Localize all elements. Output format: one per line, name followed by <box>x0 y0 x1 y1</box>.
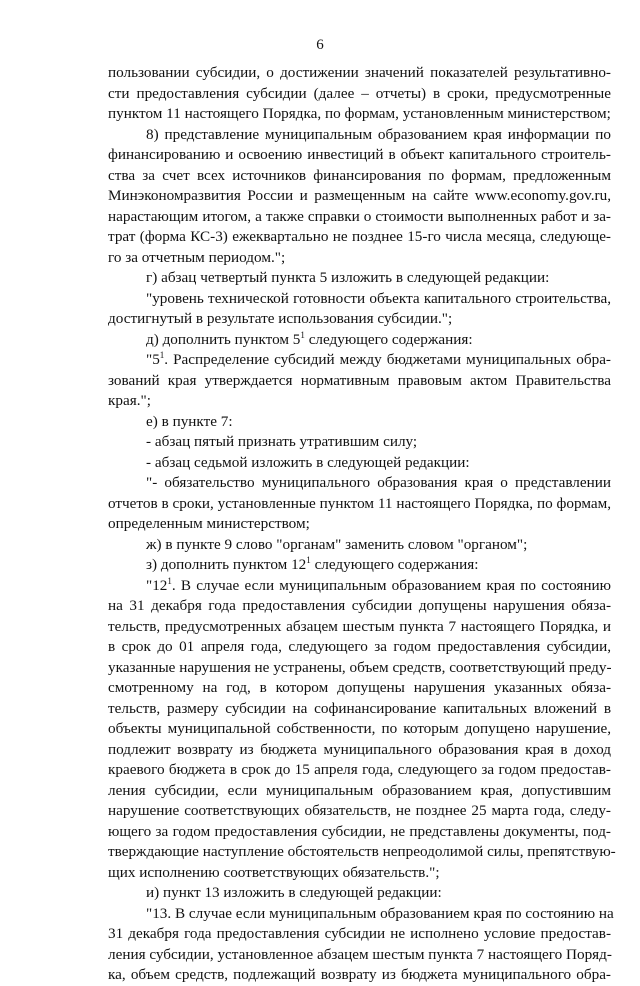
text-line <box>108 391 611 412</box>
line-text: финансированию и освоению инвестиций в объект капитального строитель- <box>108 146 611 163</box>
text-line <box>108 740 611 761</box>
line-text: достигнутый в результате использования субсидии."; <box>108 310 453 327</box>
line-text: краевого бюджета в срок до 15 апреля года, следующего за годом предостав- <box>108 761 611 778</box>
superscript-index: 1 <box>300 329 305 340</box>
text-line <box>108 555 611 576</box>
text-line <box>108 432 611 453</box>
text-line <box>108 904 614 925</box>
line-text: края."; <box>108 392 151 409</box>
text-line <box>108 699 611 720</box>
text-line <box>108 453 611 474</box>
text-line <box>108 883 611 904</box>
text-line <box>108 535 611 556</box>
line-text: и) пункт 13 изложить в следующей редакции: <box>146 884 442 901</box>
text-line <box>108 289 611 310</box>
line-text: объекты муниципальной собственности, по которым допущено нарушение, <box>108 720 611 737</box>
text-line <box>108 166 611 187</box>
line-text: пунктом 11 настоящего Порядка, по формам, установленным министерством; <box>108 105 611 122</box>
line-text: "13. В случае если муниципальным образованием края по состоянию на <box>146 904 614 922</box>
line-text: пользовании субсидии, о достижении значений показателей результативно- <box>108 64 611 81</box>
line-text: з) дополнить пунктом 12 <box>146 556 307 573</box>
text-line <box>108 924 611 945</box>
line-text: на 31 декабря года предоставления субсидии допущены нарушения обяза- <box>108 597 611 614</box>
text-line <box>108 965 611 986</box>
text-line <box>108 145 611 166</box>
line-text: ка, объем средств, подлежащий возврату из бюджета муниципального обра- <box>108 966 611 983</box>
text-line <box>108 637 611 658</box>
line-text: 31 декабря года предоставления субсидии не исполнено условие предостав- <box>108 925 611 942</box>
text-line <box>108 309 611 330</box>
text-line <box>108 781 611 802</box>
line-text: е) в пункте 7: <box>146 412 233 430</box>
line-text: нарушение соответствующих обязательств, не позднее 25 марта года, следу- <box>108 802 611 819</box>
line-text: указанные нарушения не устранены, объем средств, соответствующий преду- <box>108 658 612 676</box>
text-line <box>108 945 611 966</box>
superscript-index: 1 <box>306 555 311 565</box>
line-text-continuation: . В случае если муниципальным образованием края по состоянию <box>171 576 611 594</box>
text-line <box>108 719 611 740</box>
line-text: тверждающие наступление обстоятельств непреодолимой силы, препятствую- <box>108 843 616 860</box>
line-text: ства за счет всех источников финансирования по формам, предложенным <box>108 166 611 184</box>
text-line <box>108 760 611 781</box>
text-line <box>108 371 611 392</box>
line-text: в срок до 01 апреля года, следующего за годом предоставления субсидии, <box>108 638 611 655</box>
superscript-index: 1 <box>167 575 172 586</box>
line-text: Минэкономразвития России и размещенным на сайте www.economy.gov.ru, <box>108 187 611 204</box>
line-text: подлежит возврату из бюджета муниципального образования края в доход <box>108 740 611 758</box>
line-text: зований края утверждается нормативным правовым актом Правительства <box>108 371 611 389</box>
text-line <box>108 658 611 679</box>
line-text: "уровень технической готовности объекта капитального строительства, <box>146 289 611 307</box>
text-line <box>108 617 611 638</box>
line-text: - абзац седьмой изложить в следующей редакции: <box>146 453 470 471</box>
text-line <box>108 248 611 269</box>
page-number: 6 <box>316 37 324 53</box>
text-line <box>108 125 611 146</box>
line-text: смотренному на год, в котором допущены нарушения указанных обяза- <box>108 679 611 696</box>
line-text: тельств, предусмотренных абзацем шестым пункта 7 настоящего Порядка, и <box>108 617 611 635</box>
text-line <box>108 596 611 617</box>
line-text-continuation: следующего содержания: <box>310 556 479 573</box>
text-line <box>108 842 616 863</box>
text-line <box>108 412 611 433</box>
line-text: определенным министерством; <box>108 515 310 532</box>
line-text: го за отчетным периодом."; <box>108 248 286 266</box>
line-text: "12 <box>146 576 168 594</box>
line-text: ления субсидии, установленное абзацем шестым пункта 7 настоящего Поряд- <box>108 945 612 963</box>
text-line <box>108 330 611 351</box>
text-line <box>108 104 611 125</box>
text-line <box>108 576 611 597</box>
text-line <box>108 186 611 207</box>
text-line <box>108 350 611 371</box>
line-text: ления субсидии, если муниципальным образованием края, допустившим <box>108 781 611 799</box>
line-text: 8) представление муниципальным образованием края информации по <box>146 125 611 143</box>
text-line <box>108 494 611 515</box>
text-line <box>108 801 611 822</box>
line-text: - абзац пятый признать утратившим силу; <box>146 433 418 450</box>
line-text-continuation: . Распределение субсидий между бюджетами муниципальных обра- <box>164 351 611 368</box>
text-line <box>108 84 611 105</box>
document-body <box>108 63 616 986</box>
text-line <box>108 473 611 494</box>
line-text: г) абзац четвертый пункта 5 изложить в следующей редакции: <box>146 269 550 286</box>
superscript-index: 1 <box>159 350 165 360</box>
text-line <box>108 63 611 84</box>
line-text: д) дополнить пунктом 5 <box>146 330 301 348</box>
line-text: "5 <box>146 351 160 368</box>
line-text-continuation: следующего содержания: <box>304 330 473 348</box>
text-line <box>108 268 611 289</box>
text-line <box>108 678 611 699</box>
line-text: сти предоставления субсидии (далее – отчеты) в сроки, предусмотренные <box>108 84 611 102</box>
line-text: отчетов в сроки, установленные пунктом 11 настоящего Порядка, по формам, <box>108 494 611 512</box>
text-line <box>108 822 611 843</box>
text-line <box>108 514 611 535</box>
line-text: ж) в пункте 9 слово "органам" заменить словом "органом"; <box>146 535 528 553</box>
line-text: трат (форма КС-3) ежеквартально не позднее 15-го числа месяца, следующе- <box>108 228 611 245</box>
text-line <box>108 207 611 228</box>
line-text: щих исполнению соответствующих обязательств."; <box>108 863 440 881</box>
line-text: "- обязательство муниципального образования края о представлении <box>146 474 611 491</box>
line-text: тельств, размеру субсидии на софинансирование капитальных вложений в <box>108 699 611 717</box>
text-line <box>108 227 611 248</box>
text-line <box>108 863 611 884</box>
line-text: нарастающим итогом, а также справки о стоимости выполненных работ и за- <box>108 207 611 225</box>
line-text: ющего за годом предоставления субсидии, не представлены документы, под- <box>108 822 611 840</box>
